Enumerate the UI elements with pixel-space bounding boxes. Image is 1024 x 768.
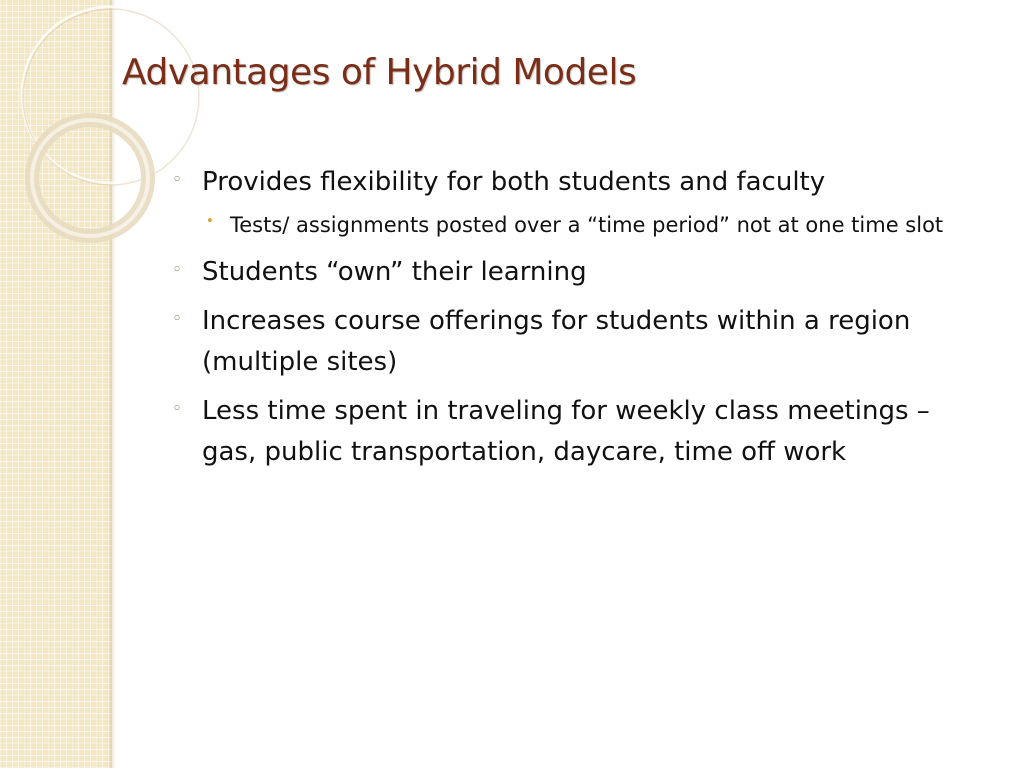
slide-title: Advantages of Hybrid Models <box>122 52 637 93</box>
bullet-marker-icon: ◦ <box>172 399 183 419</box>
bullet-marker-icon: ◦ <box>172 260 183 280</box>
bullet-list <box>170 162 960 481</box>
decorative-side-panel <box>0 0 112 768</box>
sub-bullet-item <box>170 208 960 242</box>
bullet-text: Increases course offerings for students within a region (multiple sites) <box>202 306 911 377</box>
bullet-text: Students “own” their learning <box>202 257 587 287</box>
bullet-item <box>170 252 960 293</box>
bullet-text: Less time spent in traveling for weekly class meetings – gas, public transportation, daycare, time off work <box>202 396 930 467</box>
bullet-marker-icon: ◦ <box>172 309 183 329</box>
bullet-item <box>170 301 960 383</box>
sub-bullet-text: Tests/ assignments posted over a “time period” not at one time slot <box>230 213 944 237</box>
bullet-item <box>170 162 960 203</box>
bullet-text: Provides flexibility for both students and faculty <box>202 167 826 197</box>
bullet-marker-icon: ◦ <box>172 170 183 190</box>
side-panel-edge <box>108 0 116 768</box>
bullet-item <box>170 391 960 473</box>
sub-bullet-marker-icon: • <box>206 214 214 229</box>
